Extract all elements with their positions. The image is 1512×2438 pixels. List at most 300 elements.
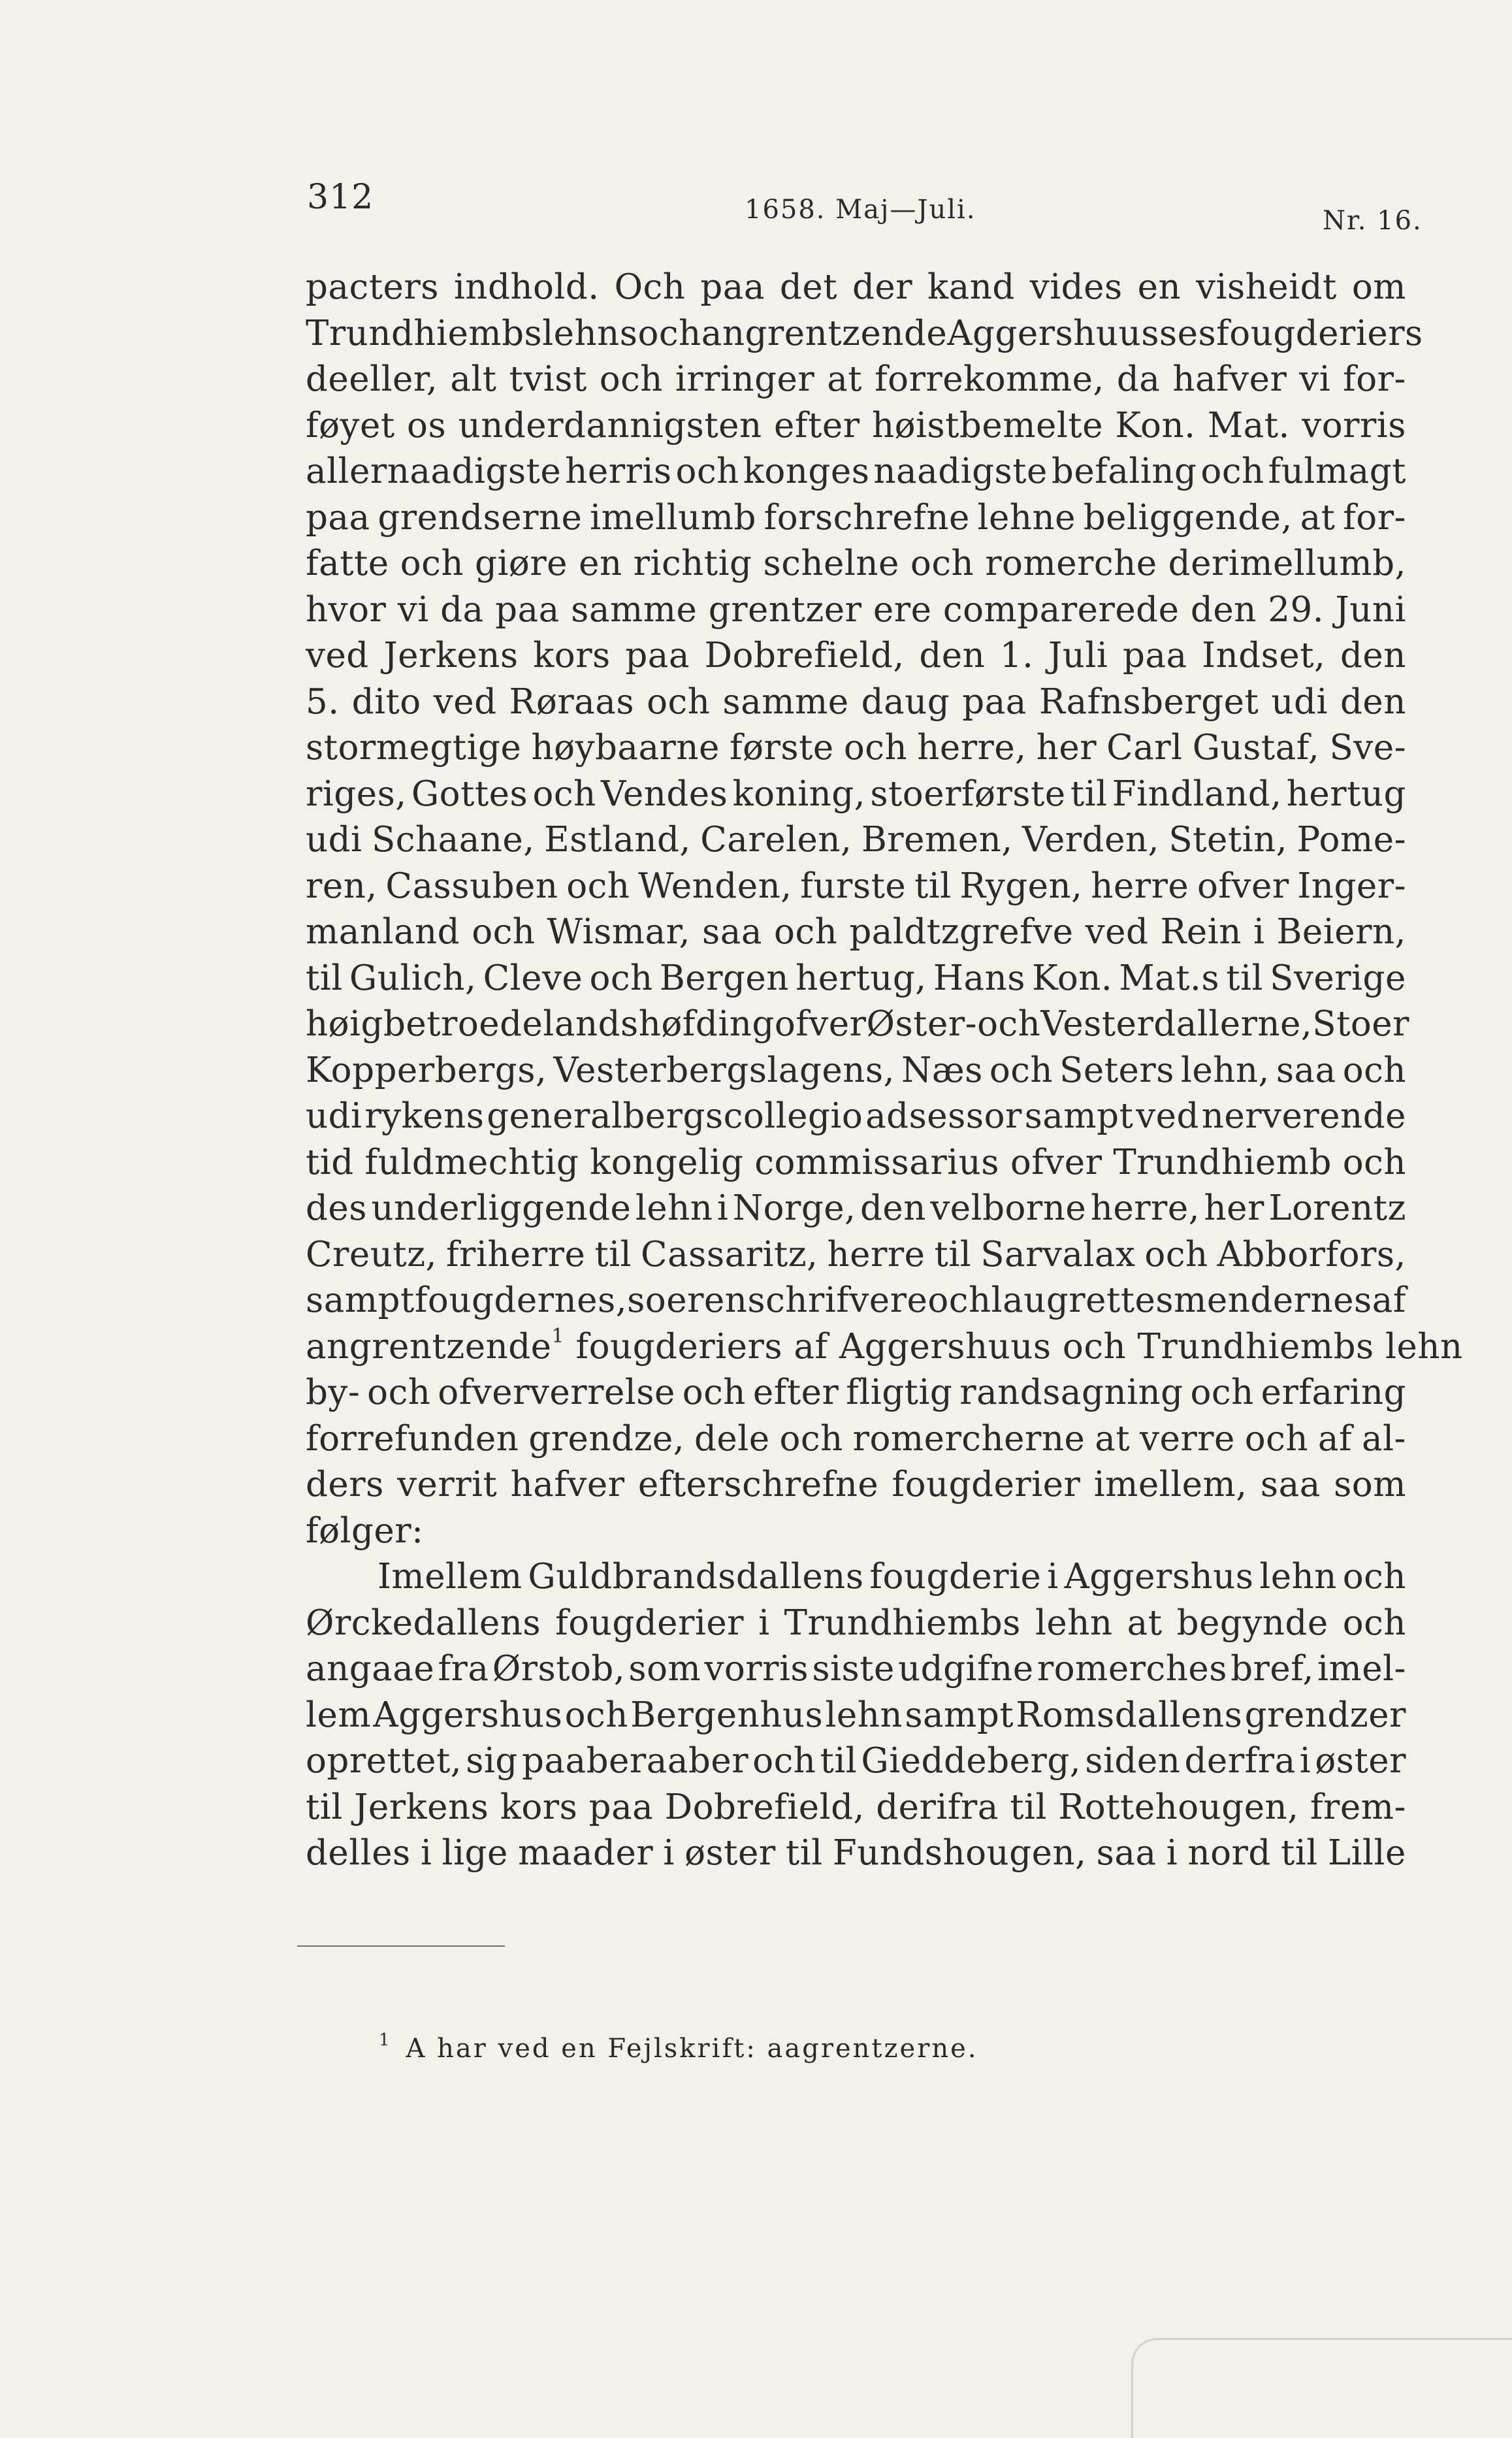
word: paa bbox=[495, 589, 560, 630]
word: forrekomme, bbox=[875, 359, 1104, 399]
word: saa bbox=[1276, 1050, 1336, 1090]
word: Jerkens bbox=[354, 1787, 489, 1827]
word: Findland, bbox=[1112, 773, 1282, 814]
word: Næs bbox=[901, 1050, 983, 1090]
word: Cleve bbox=[483, 958, 583, 998]
word: verre bbox=[1140, 1418, 1235, 1459]
word: i bbox=[1299, 1741, 1311, 1781]
word: hertug, bbox=[796, 958, 927, 998]
word: comparerede bbox=[942, 589, 1180, 630]
word: och bbox=[843, 728, 908, 768]
word: Vesterdallerne, bbox=[1040, 1004, 1313, 1044]
word: befaling bbox=[1051, 451, 1197, 491]
word: forrefunden bbox=[306, 1418, 519, 1459]
word: Rein bbox=[1160, 912, 1242, 952]
text-line bbox=[306, 1738, 1406, 1785]
word: til bbox=[1226, 958, 1263, 998]
word: bref, bbox=[1231, 1649, 1314, 1689]
word: derfra bbox=[1184, 1741, 1296, 1781]
word: Beiern, bbox=[1276, 912, 1406, 952]
word: kand bbox=[927, 267, 1015, 307]
word: des bbox=[306, 1188, 367, 1228]
word: at bbox=[827, 359, 863, 399]
word: paldtzgrefve bbox=[849, 912, 1074, 952]
word: Sve- bbox=[1329, 728, 1406, 768]
word: tid bbox=[306, 1142, 354, 1182]
word: Carelen, bbox=[700, 820, 852, 860]
word: derimellumb, bbox=[1168, 544, 1406, 583]
word: vides bbox=[1029, 267, 1123, 307]
word: och bbox=[599, 359, 663, 399]
line-segment: følger: bbox=[306, 1510, 424, 1551]
word: grendze, bbox=[528, 1418, 685, 1459]
word: høigbetroede bbox=[306, 1004, 543, 1044]
word: lehn bbox=[635, 1188, 713, 1228]
word: lem bbox=[306, 1695, 372, 1735]
word: erfaring bbox=[1261, 1373, 1406, 1412]
word: frem- bbox=[1310, 1787, 1406, 1827]
word: dele bbox=[694, 1418, 770, 1459]
word: den bbox=[1340, 636, 1406, 675]
footnote-divider bbox=[297, 1945, 505, 1947]
text-line bbox=[306, 1140, 1406, 1186]
footnote-reference[interactable]: 1 bbox=[551, 1324, 565, 1348]
word: Hans bbox=[933, 958, 1025, 998]
word: underliggende bbox=[371, 1188, 632, 1228]
word: manland bbox=[306, 912, 460, 952]
word: Mat. bbox=[1207, 405, 1290, 446]
word: saa bbox=[1260, 1465, 1321, 1504]
word: romerches bbox=[1037, 1649, 1227, 1689]
word: Seters bbox=[1059, 1050, 1174, 1090]
word: da bbox=[1116, 359, 1161, 399]
word: Estland, bbox=[544, 820, 691, 860]
word: udgifne bbox=[898, 1649, 1034, 1689]
word: til bbox=[1010, 1787, 1047, 1827]
word: och bbox=[566, 866, 630, 906]
word: Rafnsberget bbox=[1038, 681, 1259, 722]
word: her bbox=[1036, 728, 1097, 768]
word: och bbox=[1190, 1373, 1254, 1412]
word: i bbox=[1166, 1833, 1178, 1873]
word: alt bbox=[450, 359, 497, 399]
text-line bbox=[306, 1048, 1406, 1094]
word: efter bbox=[752, 1373, 839, 1412]
word: schelne bbox=[763, 544, 899, 583]
word: til bbox=[820, 1741, 858, 1781]
word: och bbox=[977, 1004, 1041, 1044]
text-line bbox=[306, 1001, 1409, 1048]
text-line bbox=[306, 1094, 1406, 1140]
word: fra bbox=[438, 1649, 489, 1689]
word: och bbox=[367, 1373, 431, 1412]
word: allernaadigste bbox=[306, 451, 562, 491]
word: Lille bbox=[1327, 1833, 1406, 1873]
word: sampt bbox=[306, 1280, 415, 1320]
word: at bbox=[1095, 1418, 1131, 1459]
text-line bbox=[306, 1232, 1406, 1278]
word: ofver bbox=[1010, 1142, 1102, 1182]
word: at bbox=[1300, 497, 1336, 538]
word: koning, bbox=[732, 773, 866, 814]
word: Romsdallens bbox=[1016, 1695, 1243, 1735]
word: Indset, bbox=[1202, 636, 1326, 675]
text-line bbox=[306, 495, 1406, 542]
word: naadigste bbox=[873, 451, 1048, 491]
word: nord bbox=[1187, 1833, 1271, 1873]
word: paa bbox=[306, 497, 370, 538]
word: Wismar, bbox=[547, 912, 690, 952]
footnote bbox=[379, 2030, 978, 2064]
word: Och bbox=[614, 267, 686, 307]
word: generalbergscollegio bbox=[487, 1096, 863, 1136]
word: Kon. bbox=[1032, 958, 1113, 998]
word: Mat.s bbox=[1119, 958, 1220, 998]
word: udi bbox=[306, 820, 362, 860]
word: Guldbrandsdallens bbox=[528, 1557, 864, 1597]
word: ders bbox=[306, 1465, 384, 1504]
word: deeller, bbox=[306, 359, 438, 399]
word: Kon. bbox=[1115, 405, 1196, 446]
word: Trundhiembs bbox=[784, 1602, 1021, 1643]
word: Bremen, bbox=[861, 820, 1013, 860]
word: irringer bbox=[675, 359, 815, 399]
word: efterschrefne bbox=[637, 1465, 879, 1504]
word: rykens bbox=[364, 1096, 485, 1136]
page-number: 312 bbox=[307, 178, 374, 217]
text-line bbox=[306, 1370, 1406, 1416]
word: Bergenhus bbox=[630, 1695, 824, 1735]
word: i bbox=[716, 1188, 729, 1228]
word: och bbox=[1144, 1234, 1208, 1275]
word: 5. bbox=[306, 681, 340, 722]
text-line bbox=[306, 1462, 1406, 1508]
word: Trundhiemb bbox=[1113, 1142, 1332, 1182]
word: randsagning bbox=[959, 1373, 1183, 1412]
word: saa bbox=[702, 912, 762, 952]
word: der bbox=[852, 267, 913, 307]
word: fatte bbox=[306, 544, 389, 583]
word: och bbox=[675, 451, 739, 491]
word: Dobrefield, bbox=[664, 1787, 865, 1827]
text-line bbox=[306, 1278, 1406, 1324]
word: Sarvalax bbox=[980, 1234, 1136, 1275]
text-line bbox=[306, 1646, 1406, 1693]
word: Sverige bbox=[1270, 958, 1406, 998]
word: lehn bbox=[1259, 1557, 1337, 1597]
word: vorris bbox=[704, 1649, 809, 1689]
word: romercherne bbox=[852, 1418, 1086, 1459]
text-line bbox=[306, 725, 1406, 772]
word: Verden, bbox=[1022, 820, 1159, 860]
word: Gustaf, bbox=[1192, 728, 1320, 768]
word: lehns bbox=[542, 313, 638, 353]
word: vi bbox=[1299, 359, 1331, 399]
word: Kopperbergs, bbox=[306, 1050, 547, 1090]
word: os bbox=[407, 405, 447, 446]
running-title: 1658. Maj—Juli. bbox=[745, 195, 976, 225]
word: sampt bbox=[905, 1695, 1014, 1735]
word: grentzer bbox=[708, 589, 862, 630]
word: daug bbox=[861, 681, 950, 722]
word: i bbox=[758, 1602, 770, 1643]
word: Abborfors, bbox=[1217, 1234, 1406, 1275]
word: stoerførste bbox=[870, 773, 1066, 814]
page-edge-shadow bbox=[1131, 2338, 1512, 2438]
word: den bbox=[1340, 681, 1406, 722]
text-line bbox=[306, 817, 1406, 864]
word: Carl bbox=[1106, 728, 1183, 768]
word: giøre bbox=[475, 544, 568, 583]
word: och bbox=[472, 912, 536, 952]
word: ved bbox=[306, 636, 369, 675]
word: och bbox=[564, 1695, 628, 1735]
word: Ørckedallens bbox=[306, 1602, 541, 1643]
word: maader bbox=[518, 1833, 654, 1873]
word: soerenschrifvere bbox=[627, 1280, 928, 1320]
word: hafver bbox=[510, 1465, 625, 1504]
text-line bbox=[306, 1785, 1406, 1831]
word: til bbox=[306, 958, 343, 998]
word: Creutz, bbox=[306, 1234, 437, 1275]
word: lige bbox=[442, 1833, 508, 1873]
word: Bergen bbox=[659, 958, 789, 998]
word: af bbox=[1317, 1418, 1353, 1459]
text-line bbox=[306, 265, 1406, 311]
word: høybaarne bbox=[531, 728, 720, 768]
word: riges, bbox=[306, 773, 407, 814]
word: Gulich, bbox=[349, 958, 477, 998]
word: och bbox=[682, 1373, 746, 1412]
paragraph-2 bbox=[306, 1554, 1406, 1877]
word: paa bbox=[588, 1787, 654, 1827]
word: Cassuben bbox=[385, 866, 558, 906]
word: romerche bbox=[985, 544, 1157, 583]
word: furste bbox=[800, 866, 907, 906]
text-line bbox=[306, 541, 1406, 587]
text-line-with-footnote bbox=[306, 1324, 1463, 1371]
word: fligtig bbox=[846, 1373, 953, 1412]
text-line bbox=[306, 403, 1406, 449]
word: paa bbox=[962, 681, 1027, 722]
word: Gieddeberg, bbox=[861, 1741, 1082, 1781]
word: och bbox=[779, 1418, 843, 1459]
word: hvor bbox=[306, 589, 387, 630]
word: saa bbox=[1096, 1833, 1157, 1873]
word: herre, bbox=[917, 728, 1027, 768]
word: visheidt bbox=[1196, 267, 1337, 307]
word: Aggershus bbox=[373, 1695, 563, 1735]
word: och bbox=[1342, 1557, 1406, 1597]
word: Vendes bbox=[600, 773, 728, 814]
word: vi bbox=[397, 589, 429, 630]
word: fulmagt bbox=[1268, 451, 1406, 491]
word: angaae bbox=[306, 1649, 435, 1689]
footnote-text: A har ved en Fejlskrift: aagrentzerne. bbox=[406, 2034, 978, 2064]
text-line bbox=[306, 1693, 1406, 1739]
word: och bbox=[637, 313, 701, 353]
word: siden bbox=[1085, 1741, 1181, 1781]
word: til bbox=[1280, 1833, 1318, 1873]
word: en bbox=[579, 544, 622, 583]
word: ofver bbox=[1197, 866, 1289, 906]
word: en bbox=[1137, 267, 1182, 307]
word: for- bbox=[1343, 359, 1406, 399]
word: samme bbox=[722, 681, 849, 722]
word: ved bbox=[1085, 912, 1149, 952]
word: Aggershus bbox=[1064, 1557, 1254, 1597]
word: føyet bbox=[306, 405, 395, 446]
word: commissarius bbox=[754, 1142, 999, 1182]
word: grendzer bbox=[1244, 1695, 1406, 1735]
word: derifra bbox=[876, 1787, 999, 1827]
word: kongelig bbox=[590, 1142, 744, 1182]
word: udi bbox=[306, 1096, 362, 1136]
word: och bbox=[589, 958, 653, 998]
word: Cassaritz, bbox=[641, 1234, 818, 1275]
word: i bbox=[1253, 912, 1265, 952]
word: sampt bbox=[1024, 1096, 1134, 1136]
word: konges bbox=[743, 451, 870, 491]
text-line bbox=[306, 1416, 1406, 1463]
text-line bbox=[306, 909, 1406, 956]
word: ved bbox=[1136, 1096, 1199, 1136]
word: begynde bbox=[1176, 1602, 1328, 1643]
word: och bbox=[927, 1280, 991, 1320]
word: ere bbox=[873, 589, 932, 630]
word: oprettet, bbox=[306, 1741, 462, 1781]
word: første bbox=[730, 728, 834, 768]
text-line bbox=[306, 772, 1406, 818]
word: det bbox=[779, 267, 837, 307]
word: och bbox=[647, 681, 711, 722]
word: richtig bbox=[633, 544, 752, 583]
word: her bbox=[1204, 1188, 1264, 1228]
word: al- bbox=[1362, 1418, 1406, 1459]
word: och bbox=[1342, 1602, 1406, 1643]
word: herre bbox=[827, 1234, 925, 1275]
word: den bbox=[919, 636, 986, 675]
word: Fundshougen, bbox=[832, 1833, 1087, 1873]
word: nerverende bbox=[1201, 1096, 1406, 1136]
word: delles bbox=[306, 1833, 411, 1873]
word: Pome- bbox=[1296, 820, 1406, 860]
word: af bbox=[1372, 1280, 1406, 1320]
word: som bbox=[1334, 1465, 1406, 1504]
word: til bbox=[306, 1787, 343, 1827]
word: lehn bbox=[825, 1695, 903, 1735]
word: forschrefne bbox=[764, 497, 970, 538]
word: indhold. bbox=[453, 267, 600, 307]
word: efter bbox=[774, 405, 860, 446]
word: paa bbox=[700, 267, 765, 307]
word: grendserne bbox=[378, 497, 583, 538]
text-line bbox=[306, 449, 1406, 495]
word: vorris bbox=[1302, 405, 1406, 446]
paragraph-1 bbox=[306, 265, 1423, 1324]
word: Inger- bbox=[1297, 866, 1406, 906]
word: och bbox=[1342, 1050, 1406, 1090]
word: beliggende, bbox=[1083, 497, 1293, 538]
word: fougderie bbox=[869, 1557, 1042, 1597]
word: Stetin, bbox=[1168, 820, 1288, 860]
word: fougderier bbox=[555, 1602, 745, 1643]
word: och bbox=[1342, 1142, 1406, 1182]
word: i bbox=[1047, 1557, 1059, 1597]
word: friherre bbox=[445, 1234, 586, 1275]
word: fougderier bbox=[892, 1465, 1081, 1504]
word: udi bbox=[1271, 681, 1328, 722]
word: Dobrefield, bbox=[704, 636, 905, 675]
word: sig bbox=[466, 1741, 518, 1781]
word: Røraas bbox=[509, 681, 635, 722]
word: at bbox=[1127, 1602, 1163, 1643]
line-segment: angrentzende$^1$ fougderiers af Aggershuus och Trundhiembs lehn bbox=[306, 1324, 1463, 1367]
word: som bbox=[628, 1649, 701, 1689]
word: underdannigsten bbox=[458, 405, 762, 446]
word: 1. bbox=[999, 636, 1034, 675]
text-line bbox=[306, 587, 1406, 634]
word: lehne bbox=[977, 497, 1076, 538]
word: øster bbox=[1315, 1741, 1406, 1781]
word: paa bbox=[625, 636, 690, 675]
word: och bbox=[1200, 451, 1264, 491]
text-line bbox=[306, 679, 1406, 726]
word: Vesterbergslagens, bbox=[553, 1050, 895, 1090]
word: Schaane, bbox=[371, 820, 535, 860]
word: och bbox=[400, 544, 464, 583]
word: samme bbox=[571, 589, 698, 630]
word: velborne bbox=[930, 1188, 1087, 1228]
word: Trundhiembs bbox=[306, 313, 543, 353]
text-line bbox=[306, 311, 1423, 357]
word: fougderiers bbox=[1216, 313, 1423, 353]
word: och bbox=[989, 1050, 1054, 1090]
word: Norge, bbox=[732, 1188, 856, 1228]
word: Rygen, bbox=[959, 866, 1083, 906]
word: herris bbox=[565, 451, 672, 491]
paragraph-1-continued bbox=[306, 1370, 1406, 1508]
text-line bbox=[306, 1554, 1406, 1601]
text-line-last bbox=[306, 1508, 1406, 1555]
word: i bbox=[420, 1833, 432, 1873]
word: hertug bbox=[1286, 773, 1406, 814]
word: och bbox=[1244, 1418, 1308, 1459]
word: Jerkens bbox=[383, 636, 519, 675]
text-line bbox=[306, 357, 1406, 403]
word: 29. bbox=[1268, 589, 1325, 630]
word: imel- bbox=[1317, 1649, 1406, 1689]
word: øster bbox=[684, 1833, 776, 1873]
word: verrit bbox=[397, 1465, 498, 1504]
word: kors bbox=[533, 636, 611, 675]
word: hafver bbox=[1172, 359, 1287, 399]
word: den bbox=[860, 1188, 926, 1228]
word: lehn bbox=[1035, 1602, 1113, 1643]
word: fuldmechtig bbox=[364, 1142, 579, 1182]
word: imellumb bbox=[590, 497, 756, 538]
word: och bbox=[774, 912, 838, 952]
word: ofververrelse bbox=[438, 1373, 675, 1412]
word: by- bbox=[306, 1373, 361, 1412]
word: Stoer bbox=[1312, 1004, 1409, 1044]
word: Øster- bbox=[866, 1004, 978, 1044]
word: Imellem bbox=[378, 1557, 523, 1597]
word: til bbox=[594, 1234, 632, 1275]
word: stormegtige bbox=[306, 728, 522, 768]
word: til bbox=[785, 1833, 823, 1873]
word: paaberaaber bbox=[521, 1741, 749, 1781]
